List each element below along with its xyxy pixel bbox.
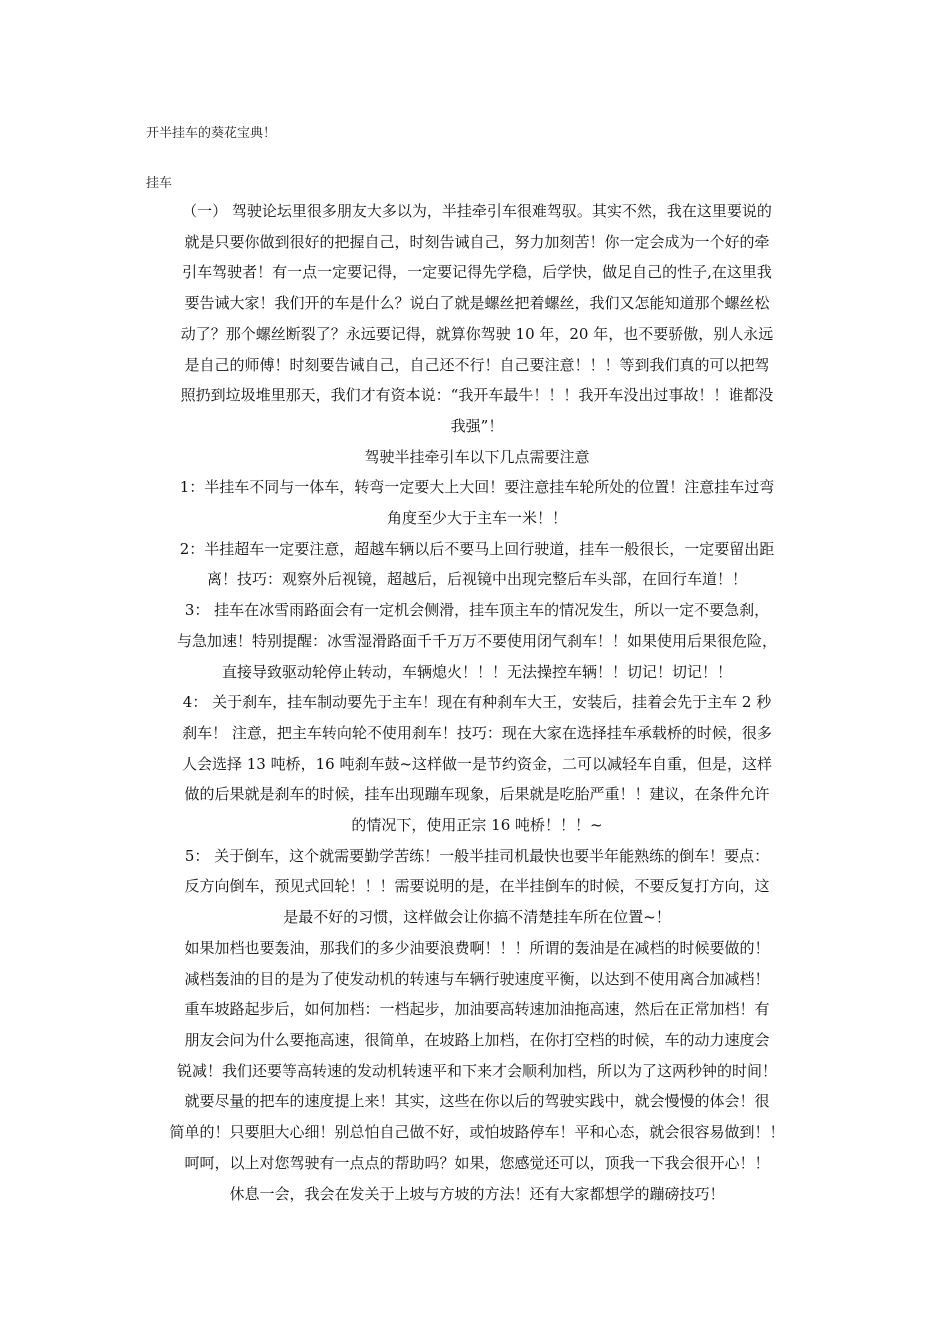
body-line: 我强”！: [450, 416, 504, 435]
body-line: 离！技巧：观察外后视镜，超越后，后视镜中出现完整后车头部，在回行车道！！: [206, 570, 747, 589]
body-line: （一） 驾驶论坛里很多朋友大多以为，半挂牵引车很难驾驭。其实不然，我在这里要说的: [182, 202, 772, 220]
body-line: 反方向倒车，预见式回轮！！！需要说明的是，在半挂倒车的时候，不要反复打方向，这: [184, 877, 770, 896]
body-line: 是最不好的习惯，这样做会让你搞不清楚挂车所在位置~！: [283, 908, 671, 927]
body-line: 刹车！ 注意，把主车转向轮不使用刹车！技巧：现在大家在选择挂车承载桥的时候，很多: [182, 723, 772, 742]
body-line: 角度至少大于主车一米！！: [386, 509, 567, 528]
body-line: 休息一会，我会在发关于上坡与方坡的方法！还有大家都想学的蹦磅技巧！: [229, 1184, 725, 1203]
body-line: 驾驶半挂牵引车以下几点需要注意: [364, 447, 590, 466]
body-line: 人会选择 13 吨桥，16 吨刹车鼓~这样做一是节约资金，二可以减轻车自重，但是，这样: [181, 754, 773, 773]
body-line: 锐减！我们还要等高转速的发动机转速平和下来才会顺利加档，所以为了这两秒钟的时间！: [176, 1061, 777, 1080]
body-line: 简单的！只要胆大心细！别总怕自己做不好，或怕坡路停车！平和心态，就会很容易做到！！: [169, 1123, 785, 1142]
body-line: 照扔到垃圾堆里那天，我们才有资本说：“我开车最牛！！！我开车没出过事故！！谁都没: [180, 386, 774, 405]
body-line: 1：半挂车不同与一体车，转弯一定要大上大回！要注意挂车轮所处的位置！注意挂车过弯: [179, 478, 775, 497]
body-line: 如果加档也要轰油，那我们的多少油要浪费啊！！！所谓的轰油是在减档的时候要做的！: [184, 938, 770, 957]
body-line: 的情况下，使用正宗 16 吨桥！！！~: [351, 816, 603, 835]
body-line: 就要尽量的把车的速度提上来！其实，这些在你以后的驾驶实践中，就会慢慢的体会！很: [184, 1092, 770, 1111]
body-line: 3： 挂车在冰雪雨路面会有一定机会侧滑，挂车顶主车的情况发生，所以一定不要急刹，: [184, 601, 770, 620]
body-line: 要告诫大家！我们开的车是什么？说白了就是螺丝把着螺丝，我们又怎能知道那个螺丝松: [184, 294, 770, 313]
body-line: 重车坡路起步后，如何加档：一档起步，加油要高转速加油拖高速，然后在正常加档！有: [184, 1000, 770, 1019]
body-line: 减档轰油的目的是为了使发动机的转速与车辆行驶速度平衡，以达到不使用离合加减档！: [184, 969, 770, 988]
body-line: 2：半挂超车一定要注意，超越车辆以后不要马上回行驶道，挂车一般很长，一定要留出距: [179, 539, 775, 558]
body-line: 5： 关于倒车，这个就需要勤学苦练！一般半挂司机最快也要半年能熟练的倒车！要点：: [184, 846, 770, 865]
body-line: 做的后果就是刹车的时候，挂车出现蹦车现象，后果就是吃胎严重！！建议，在条件允许: [184, 785, 770, 804]
body-line: 4： 关于刹车，挂车制动要先于主车！现在有种刹车大王，安装后，挂着会先于主车 2 秒: [182, 693, 772, 712]
body-line: 引车驾驶者！有一点一定要记得，一定要记得先学稳，后学快，做足自己的性子,在这里我: [182, 263, 772, 282]
doc-title: 开半挂车的葵花宝典！: [146, 126, 277, 141]
body-line: 直接导致驱动轮停止转动，车辆熄火！！！无法操控车辆！！切记！切记！！: [221, 662, 732, 681]
doc-subtitle: 挂车: [146, 176, 173, 191]
body-line: 动了？那个螺丝断裂了？永远要记得，就算你驾驶 10 年，20 年，也不要骄傲，别人永远: [180, 324, 774, 343]
body-line: 是自己的师傅！时刻要告诫自己，自己还不行！自己要注意！！！等到我们真的可以把驾: [184, 355, 770, 374]
body-line: 朋友会问为什么要拖高速，很简单，在坡路上加档，在你打空档的时候，车的动力速度会: [184, 1030, 770, 1049]
doc-body: [142, 196, 812, 1209]
body-line: 呵呵，以上对您驾驶有一点点的帮助吗？如果，您感觉还可以，顶我一下我会很开心！！: [184, 1153, 770, 1172]
body-line: 就是只要你做到很好的把握自己，时刻告诫自己，努力加刻苦！你一定会成为一个好的牵: [184, 232, 770, 251]
body-line: 与急加速！特别提醒：冰雪湿滑路面千千万万不要使用闭气刹车！！如果使用后果很危险，: [176, 631, 777, 650]
